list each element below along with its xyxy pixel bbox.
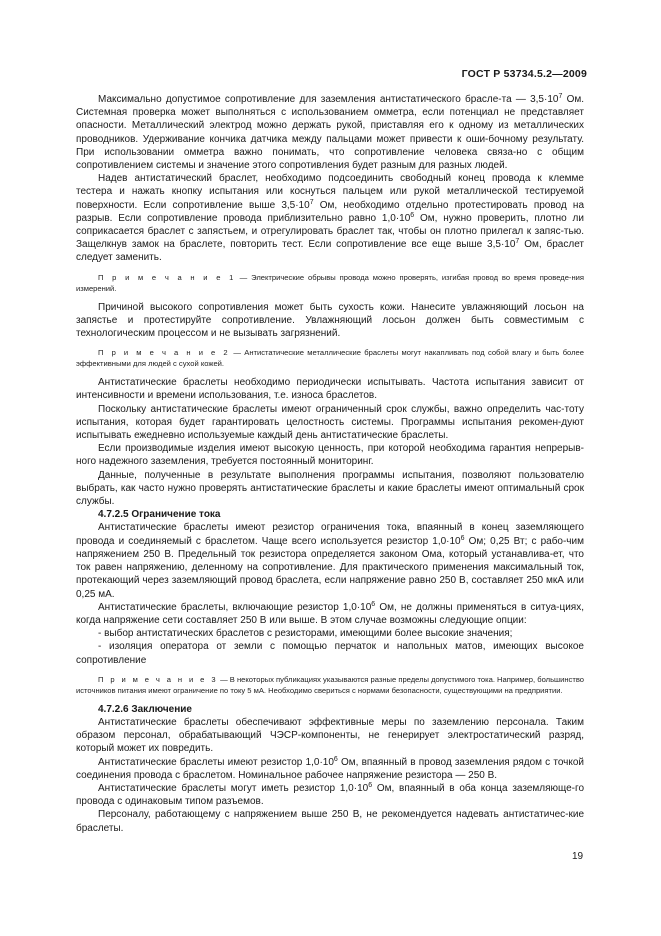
paragraph: Персоналу, работающему с напряжением выше 250 В, не рекомендуется надевать антистатичес-кие браслеты. (76, 809, 584, 834)
paragraph: Антистатические браслеты необходимо периодически испытывать. Частота испытания зависит от интенсивности и времени использования, т.е. износа браслетов. (76, 377, 584, 402)
paragraph: Надев антистатический браслет, необходимо подсоединить свободный конец провода к клемме тестера и нажать кнопку испытания или коснуться пальцем или рукой металлической тестируемой поверхности. Если сопротивление выше $3,5\cdot 10^7$ Ом, необходимо отдельно протестировать провод на разрыв. Если сопротивление провода приблизительно равно $1,0\cdot 10^6$ Ом, нужно проверить, плотно ли соприкасается браслет с запястьем, и отрегулировать браслет так, чтобы он плотно прилегал к запяс-тью. Защелкнув замок на браслете, повторить тест. Если сопротивление все еще выше $3,5\cdot 10^7$ Ом, браслет следует заменить. (76, 173, 585, 264)
note-1: П р и м е ч а н и е 1 — Электрические обрывы провода можно проверять, изгибая провод во время проведе-ния измерений. (76, 272, 584, 293)
paragraph: Если производимые изделия имеют высокую ценность, при которой необходима гарантия непрерыв-ного надежного заземления, требуется постоянный мониторинг. (76, 443, 584, 468)
list-item: - изоляция оператора от земли с помощью перчаток и напольных матов, имеющих высокое сопротивление (76, 641, 584, 666)
section-heading: 4.7.2.6 Заключение (98, 703, 192, 715)
note-3: П р и м е ч а н и е 3 — В некоторых публикациях указываются разные пределы допустимого тока. Например, большинство источников питания имеют ограничение по току 5 мА. Необходимо свериться с нормами безопасности, существующими на предприятии. (76, 674, 584, 695)
document-id: ГОСТ Р 53734.5.2—2009 (461, 68, 587, 80)
list-item: - выбор антистатических браслетов с резисторами, имеющими более высокие значения; (98, 628, 513, 640)
paragraph: Причиной высокого сопротивления может быть сухость кожи. Нанесите увлажняющий лосьон на запястье и протестируйте сопротивление. Увлажняющий лосьон должен быть совместимым с технологическим процессом и не вызывать загрязнений. (76, 301, 584, 340)
paragraph: Данные, полученные в результате выполнения программы испытания, позволяют пользователю выбрать, как часто нужно проверять антистатические браслеты и какие браслеты имеют оптимальный срок службы. (76, 469, 584, 508)
paragraph: Поскольку антистатические браслеты имеют ограниченный срок службы, важно определить час-тоту испытания, которая будет гарантировать целостность системы. Программы испытания рекомен-дуют испытывать ежедневно используемые каждый день антистатические браслеты. (76, 403, 584, 442)
paragraph: Антистатические браслеты могут иметь резистор $1,0\cdot 10^6$ Ом, впаянный в оба конца заземляюще-го провода с одинаковым типом разъемов. (76, 781, 585, 808)
note-2: П р и м е ч а н и е 2 — Антистатические металлические браслеты могут накапливать под собой влагу и быть более эффективными для людей с сухой кожей. (76, 348, 584, 369)
paragraph: Антистатические браслеты имеют резистор ограничения тока, впаянный в конец заземляющего провода и соединяемый с браслетом. Чаще всего используется резистор $1,0\cdot 10^6$ Ом; 0,25 Вт; с рабо-чим напряжением 250 В. Предельный ток резистора определяется законом Ома, который устанавлива-ет, что ток равен напряжению, деленному на сопротивление. Для практического применения максимальный ток, протекающий через заземляющий провод браслета, если напряжение равно 250 В, составляет 250 мкА или 0,25 мА. (76, 522, 584, 600)
paragraph: Антистатические браслеты имеют резистор $1,0\cdot 10^6$ Ом, впаянный в провод заземления рядом с точкой соединения провода с браслетом. Номинальное рабочее напряжение резистора — 250 В. (76, 755, 585, 781)
document-body (76, 93, 584, 835)
section-heading: 4.7.2.5 Ограничение тока (98, 509, 221, 521)
paragraph: Антистатические браслеты, включающие резистор $1,0\cdot 10^6$ Ом, не должны применяться в ситуа-циях, когда напряжение сети составляет 250 В или выше. В этом случае возможны следующие опции: (76, 600, 584, 626)
paragraph: Максимально допустимое сопротивление для заземления антистатического брасле-та — $3,5\cdot 10^7$ Ом. Системная проверка может выполняться с использованием омметра, если потенциал не представляет опасности. Металлический электрод можно держать рукой, приставляя его к одному из металлических проводников. Удерживание кончика датчика между пальцами может привести к оши-бочному результату. При использовании омметра важно понимать, что сопротивление человека связа-но с общим сопротивлением системы и значение этого сопротивления будет разным для разных людей. (76, 93, 585, 172)
paragraph: Антистатические браслеты обеспечивают эффективные меры по заземлению персонала. Таким образом персонал, обрабатывающий ЧЭСР-компоненты, не генерирует электростатический разряд, который может их повредить. (76, 716, 584, 755)
page-number: 19 (572, 851, 584, 862)
